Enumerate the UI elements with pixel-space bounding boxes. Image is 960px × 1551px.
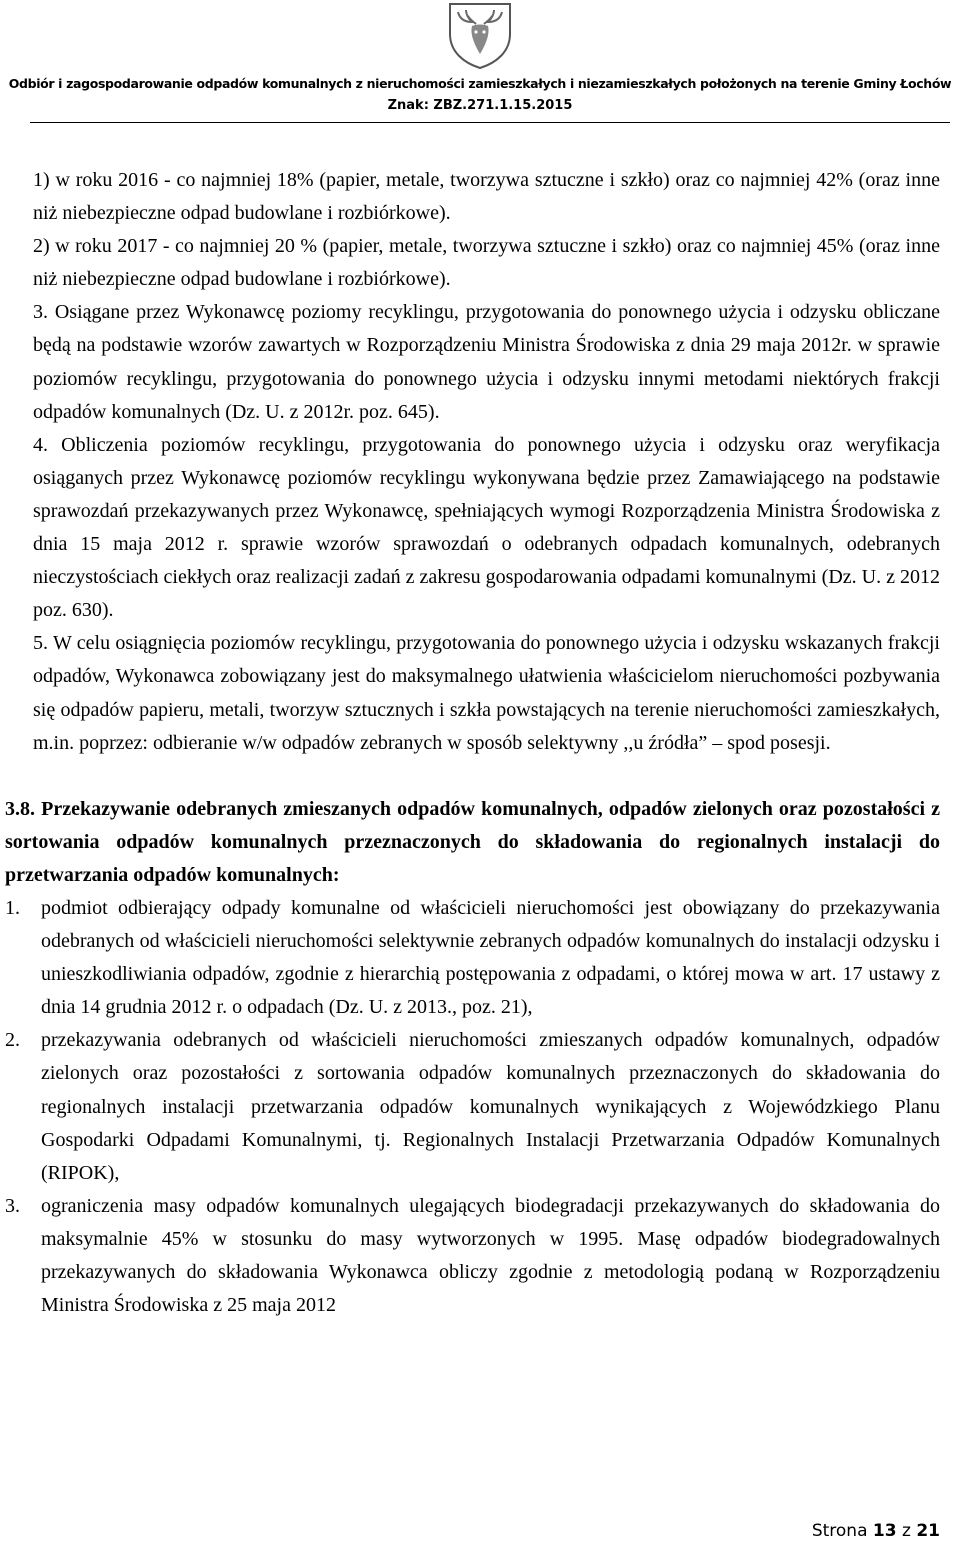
page-number — [812, 1521, 940, 1541]
document-body — [0, 164, 960, 1322]
list-item — [5, 1024, 940, 1189]
header-reference-number: Znak: ZBZ.271.1.15.2015 — [387, 98, 573, 113]
list-item — [5, 1190, 940, 1322]
page-number-prefix: Strona — [811, 1521, 868, 1541]
list-item-number: 1. — [5, 896, 20, 919]
header-title: Odbiór i zagospodarowanie odpadów komunalnych z nieruchomości zamieszkałych i niezamieszkałych położonych na terenie Gminy Łochów — [8, 76, 952, 91]
moose-coat-of-arms-icon — [436, 0, 524, 70]
list-item-text: przekazywania odebranych od właścicieli nieruchomości zmieszanych odpadów komunalnych, odpadów zielonych oraz pozostałości z sortowania odpadów komunalnych przeznaczonych do składowania do regionalnych instalacji przetwarzania odpadów komunalnych wynikających z Wojewódzkiego Planu Gospodarki Odpadami Komunalnymi, tj. Regionalnych Instalacji Przetwarzania Odpadów Komunalnych (RIPOK), — [41, 1029, 940, 1184]
page-number-separator: z — [901, 1521, 911, 1541]
paragraph-point-3: 3. Osiągane przez Wykonawcę poziomy recyklingu, przygotowania do ponownego użycia i odzysku obliczane będą na podstawie wzorów zawartych w Rozporządzeniu Ministra Środowiska z dnia 29 maja 2012r. w sprawie poziomów recyklingu, przygotowania do ponownego użycia i odzysku innymi metodami niektórych frakcji odpadów komunalnych (Dz. U. z 2012r. poz. 645). — [33, 301, 940, 423]
paragraph-point-4: 4. Obliczenia poziomów recyklingu, przygotowania do ponownego użycia i odzysku oraz weryfikacja osiąganych przez Wykonawcę poziomów recyklingu wykonywana będzie przez Zamawiającego na podstawie sprawozdań przekazywanych przez Wykonawcę, spełniających wymogi Rozporządzenia Ministra Środowiska z dnia 15 maja 2012 r. sprawie wzorów sprawozdań o odebranych odpadach komunalnych, odebranych nieczystościach ciekłych oraz realizacji zadań z zakresu gospodarowania odpadami komunalnymi (Dz. U. z 2012 poz. 630). — [33, 433, 940, 622]
section-heading-3-8: 3.8. Przekazywanie odebranych zmieszanych odpadów komunalnych, odpadów zielonych oraz pozostałości z sortowania odpadów komunalnych przeznaczonych do składowania do regionalnych instalacji do przetwarzania odpadów komunalnych: — [5, 797, 940, 886]
list-item-text: podmiot odbierający odpady komunalne od właścicieli nieruchomości jest obowiązany do przekazywania odebranych od właścicieli nieruchomości selektywnie zebranych odpadów komunalnych do instalacji odzysku i unieszkodliwiania odpadów, zgodnie z hierarchią postępowania z odpadami, o której mowa w art. 17 ustawy z dnia 14 grudnia 2012 r. o odpadach (Dz. U. z 2013., poz. 21), — [41, 896, 940, 1019]
header-divider — [30, 122, 950, 123]
list-item-number: 2. — [5, 1029, 20, 1052]
list-item — [5, 892, 940, 1024]
paragraph-2016-target: 1) w roku 2016 - co najmniej 18% (papier, metale, tworzywa sztuczne i szkło) oraz co najmniej 42% (oraz inne niż niebezpieczne odpad budowlane i rozbiórkowe). — [33, 169, 940, 225]
paragraph-point-5: 5. W celu osiągnięcia poziomów recyklingu, przygotowania do ponownego użycia i odzysku wskazanych frakcji odpadów, Wykonawca zobowiązany jest do maksymalnego ułatwienia właścicielom nieruchomości pozbywania się odpadów papieru, metali, tworzyw sztucznych i szkła powstających na terenie nieruchomości zamieszkałych, m.in. poprzez: odbieranie w/w odpadów zebranych w sposób selektywny ,,u źródła” – spod posesji. — [33, 632, 940, 754]
list-item-text: ograniczenia masy odpadów komunalnych ulegających biodegradacji przekazywanych do składowania do maksymalnie 45% w stosunku do masy wytworzonych w 1995. Masę odpadów biodegradowalnych przekazywanych do składowania Wykonawca obliczy zgodnie z metodologią podaną w Rozporządzeniu Ministra Środowiska z 25 maja 2012 — [41, 1194, 940, 1317]
page-header — [0, 0, 960, 130]
page-number-current: 13 — [872, 1521, 897, 1541]
list-item-number: 3. — [5, 1194, 20, 1217]
paragraph-2017-target: 2) w roku 2017 - co najmniej 20 % (papier, metale, tworzywa sztuczne i szkło) oraz co najmniej 45% (oraz inne niż niebezpieczne odpad budowlane i rozbiórkowe). — [33, 235, 940, 291]
page-number-total: 21 — [916, 1521, 940, 1541]
